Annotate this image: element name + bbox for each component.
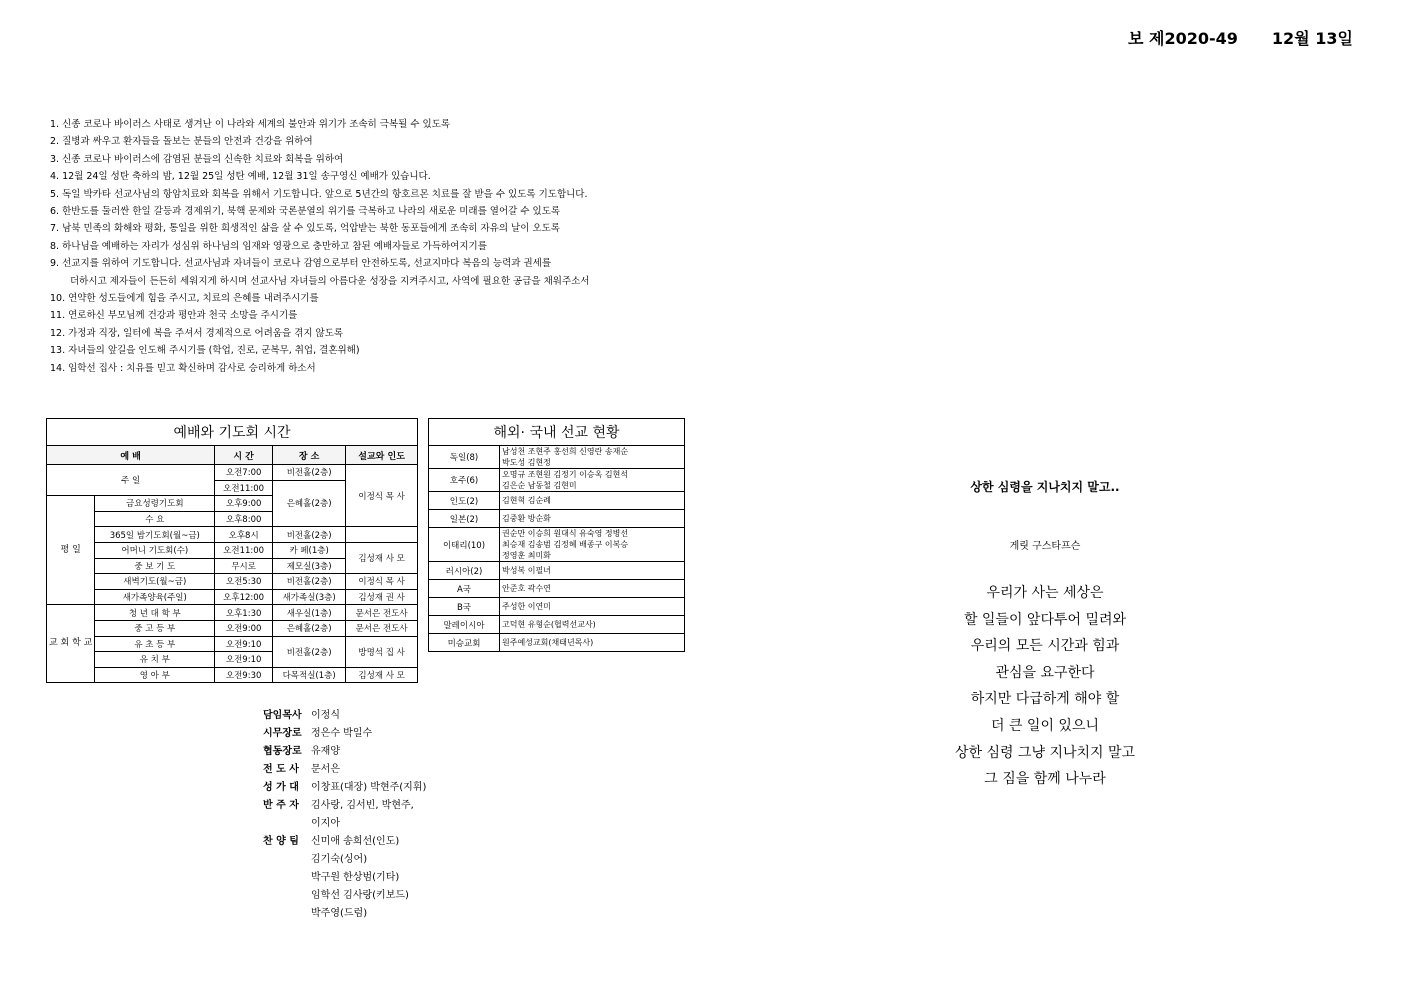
service-leader: 문서은 전도사 bbox=[346, 620, 418, 636]
mission-status-table bbox=[428, 418, 685, 652]
staff-row bbox=[263, 743, 426, 761]
prayer-item: 11. 연로하신 부모님께 건강과 평안과 천국 소망을 주시기를 bbox=[50, 310, 298, 322]
staff-role bbox=[263, 851, 311, 869]
table-row bbox=[47, 465, 418, 481]
table-row bbox=[47, 574, 418, 590]
service-time: 오전9:10 bbox=[215, 652, 273, 668]
prayer-item: 12. 가정과 직장, 일터에 복을 주셔서 경제적으로 어려움을 겪지 않도록 bbox=[50, 327, 344, 339]
bulletin-date: 12월 13일 bbox=[1271, 29, 1353, 48]
prayer-item: 13. 자녀들의 앞길을 인도해 주시기를 (학업, 진로, 군복무, 취업, 결혼위해) bbox=[50, 345, 360, 357]
table-row bbox=[47, 605, 418, 621]
staff-role: 찬 양 팀 bbox=[263, 836, 299, 847]
prayer-item: 10. 연약한 성도들에게 힘을 주시고, 치료의 은혜를 내려주시기를 bbox=[50, 293, 319, 305]
column-header: 시 간 bbox=[215, 446, 273, 465]
mission-country: 호주(6) bbox=[429, 469, 500, 492]
service-place: 비전홀(2층) bbox=[273, 465, 346, 481]
staff-names: 박주영(드럼) bbox=[311, 908, 368, 919]
service-place: 새가족실(3층) bbox=[273, 589, 346, 605]
service-name: 청 년 대 학 부 bbox=[95, 605, 215, 621]
staff-names: 정은수 박일수 bbox=[311, 728, 373, 739]
service-name: 유 치 부 bbox=[95, 652, 215, 668]
poem-section bbox=[880, 478, 1210, 793]
missionary-names: 정영훈 최미화 bbox=[502, 551, 551, 560]
table-row bbox=[47, 527, 418, 543]
staff-role bbox=[263, 869, 311, 887]
service-place: 비전홀(2층) bbox=[273, 574, 346, 590]
staff-row bbox=[263, 869, 426, 887]
poem-line: 그 짐을 함께 나누라 bbox=[984, 771, 1106, 788]
mission-country: 이태리(10) bbox=[429, 528, 500, 562]
prayer-item: 4. 12월 24일 성탄 축하의 밤, 12월 25일 성탄 예배, 12월 31일 송구영신 예배가 있습니다. bbox=[50, 171, 431, 183]
service-time: 오전9:10 bbox=[215, 636, 273, 652]
staff-row bbox=[263, 905, 426, 923]
poem-author: 게릿 구스타프슨 bbox=[1009, 541, 1081, 552]
mission-country: 일본(2) bbox=[429, 510, 500, 528]
missionary-names: 김현혁 김순례 bbox=[500, 492, 685, 510]
service-name: 영 아 부 bbox=[95, 667, 215, 683]
worship-schedule-table bbox=[46, 418, 418, 683]
staff-names: 이창표(대장) 박현주(지휘) bbox=[311, 782, 427, 793]
poem-line: 할 일들이 앞다투어 밀려와 bbox=[963, 611, 1127, 628]
prayer-item: 5. 독일 박카타 선교사님의 항암치료와 회복을 위해서 기도합니다. 앞으로 5년간의 항호르몬 치료를 잘 받을 수 있도록 기도합니다. bbox=[50, 188, 588, 200]
service-time: 무시로 bbox=[215, 558, 273, 574]
table-row bbox=[429, 492, 685, 510]
staff-row bbox=[263, 779, 426, 797]
service-place: 카 페(1층) bbox=[273, 542, 346, 558]
mission-country: 러시아(2) bbox=[429, 562, 500, 580]
staff-names: 이정식 bbox=[311, 710, 340, 721]
staff-role bbox=[263, 815, 311, 833]
missionary-names: 김중환 방순화 bbox=[500, 510, 685, 528]
missionary-names: 오명규 조현원 김정기 이승옥 김현석 bbox=[502, 470, 629, 479]
service-place: 은혜홀(2층) bbox=[273, 480, 346, 527]
service-place: 다목적실(1층) bbox=[273, 667, 346, 683]
missionary-names: 최승재 김송범 김정혜 배종구 이복승 bbox=[502, 540, 629, 549]
mission-country: 독일(8) bbox=[429, 446, 500, 469]
staff-row bbox=[263, 761, 426, 779]
service-leader: 문서은 전도사 bbox=[346, 605, 418, 621]
missionary-names: 원주예성교회(채태년목사) bbox=[500, 634, 685, 652]
prayer-item: 3. 신종 코로나 바이러스에 감염된 분들의 신속한 치료와 회복을 위하여 bbox=[50, 153, 344, 165]
staff-role: 담임목사 bbox=[263, 710, 302, 721]
service-name: 중 보 기 도 bbox=[95, 558, 215, 574]
missionary-names: 박성복 이필녀 bbox=[500, 562, 685, 580]
staff-names: 이지아 bbox=[311, 818, 340, 829]
service-name: 유 초 등 부 bbox=[95, 636, 215, 652]
staff-row bbox=[263, 707, 426, 725]
staff-row bbox=[263, 833, 426, 851]
service-time: 오후1:30 bbox=[215, 605, 273, 621]
table-row bbox=[429, 580, 685, 598]
mission-country: 미승교회 bbox=[429, 634, 500, 652]
prayer-item: 14. 임학선 집사 : 치유를 믿고 확신하며 감사로 승리하게 하소서 bbox=[50, 362, 316, 374]
weekday-label: 평 일 bbox=[47, 496, 95, 605]
service-time: 오전9:30 bbox=[215, 667, 273, 683]
missionary-names: 권순만 이승희 원대식 유숙영 정병선 bbox=[502, 529, 629, 538]
table-row bbox=[47, 620, 418, 636]
missionary-names: 남성천 조현주 홍선희 신영란 송재순 bbox=[502, 447, 629, 456]
prayer-item: 7. 남북 민족의 화해와 평화, 통일을 위한 희생적인 삶을 살 수 있도록, 억압받는 북한 동포들에게 조속히 자유의 날이 오도록 bbox=[50, 223, 560, 235]
staff-names: 김기숙(싱어) bbox=[311, 854, 368, 865]
staff-role: 전 도 사 bbox=[263, 764, 299, 775]
staff-names: 신미애 송희선(인도) bbox=[311, 836, 400, 847]
staff-role bbox=[263, 887, 311, 905]
mission-country: A국 bbox=[429, 580, 500, 598]
staff-role: 시무장로 bbox=[263, 728, 302, 739]
table-row bbox=[429, 510, 685, 528]
issue-number: 보 제2020-49 bbox=[1128, 29, 1238, 48]
service-time: 오전5:30 bbox=[215, 574, 273, 590]
mission-country: B국 bbox=[429, 598, 500, 616]
column-header: 설교와 인도 bbox=[346, 446, 418, 465]
table-row bbox=[47, 636, 418, 652]
column-header: 장 소 bbox=[273, 446, 346, 465]
service-time: 오전11:00 bbox=[215, 480, 273, 496]
staff-names: 임학선 김사랑(키보드) bbox=[311, 890, 409, 901]
service-name: 새가족양육(주일) bbox=[95, 589, 215, 605]
column-header: 예 배 bbox=[47, 446, 215, 465]
missionary-names: 주성한 이연미 bbox=[500, 598, 685, 616]
mission-country: 인도(2) bbox=[429, 492, 500, 510]
missionary-names: 박도성 김현정 bbox=[502, 458, 551, 467]
staff-role: 성 가 대 bbox=[263, 782, 299, 793]
service-name: 수 요 bbox=[95, 511, 215, 527]
table-row bbox=[429, 598, 685, 616]
staff-names: 박구원 한상범(기타) bbox=[311, 872, 400, 883]
church-school-label: 교 회 학 교 bbox=[47, 605, 95, 683]
poem-line: 우리의 모든 시간과 힘과 bbox=[970, 638, 1120, 655]
service-name: 중 고 등 부 bbox=[95, 620, 215, 636]
service-leader: 방명석 집 사 bbox=[346, 636, 418, 667]
table-row bbox=[429, 469, 685, 492]
missionary-names: 김은순 남동철 김현미 bbox=[502, 481, 577, 490]
service-leader: 김성재 사 모 bbox=[346, 667, 418, 683]
service-time: 오후8시 bbox=[215, 527, 273, 543]
table-row bbox=[47, 542, 418, 558]
poem-title: 상한 심령을 지나치지 말고.. bbox=[970, 480, 1120, 494]
poem-body bbox=[880, 580, 1210, 793]
table-row bbox=[429, 562, 685, 580]
service-time: 오후9:00 bbox=[215, 496, 273, 512]
staff-names: 문서은 bbox=[311, 764, 340, 775]
table-row bbox=[47, 589, 418, 605]
service-leader: 김성재 권 사 bbox=[346, 589, 418, 605]
missionary-names: 안준호 곽수연 bbox=[500, 580, 685, 598]
service-time: 오후12:00 bbox=[215, 589, 273, 605]
staff-row bbox=[263, 797, 426, 815]
staff-row bbox=[263, 815, 426, 833]
staff-role: 협동장로 bbox=[263, 746, 302, 757]
prayer-item: 2. 질병과 싸우고 환자들을 돌보는 분들의 안전과 건강을 위하여 bbox=[50, 136, 313, 148]
mission-country: 말레이시아 bbox=[429, 616, 500, 634]
prayer-item: 6. 한반도를 둘러싼 한일 갈등과 경제위기, 북핵 문제와 국론분열의 위기를 극복하고 나라의 새로운 미래를 열어갈 수 있도록 bbox=[50, 206, 561, 218]
table-row bbox=[429, 528, 685, 562]
prayer-item: 8. 하나님을 예배하는 자리가 성심위 하나님의 임재와 영광으로 충만하고 참된 예배자들로 가득하여지기를 bbox=[50, 240, 487, 252]
staff-names: 유재양 bbox=[311, 746, 340, 757]
staff-role bbox=[263, 905, 311, 923]
service-place: 제모실(3층) bbox=[273, 558, 346, 574]
staff-names: 김사랑, 김서빈, 박현주, bbox=[311, 800, 414, 811]
table-row bbox=[47, 667, 418, 683]
poem-line: 우리가 사는 세상은 bbox=[986, 585, 1104, 601]
prayer-item-9 bbox=[50, 255, 589, 290]
service-time: 오후8:00 bbox=[215, 511, 273, 527]
staff-row bbox=[263, 725, 426, 743]
service-time: 오전11:00 bbox=[215, 542, 273, 558]
staff-role: 반 주 자 bbox=[263, 800, 299, 811]
service-name: 어머니 기도회(수) bbox=[95, 542, 215, 558]
service-leader bbox=[346, 527, 418, 543]
church-staff-list bbox=[263, 707, 426, 923]
prayer-list bbox=[50, 116, 589, 377]
prayer-item-continuation: 더하시고 제자들이 든든히 세워지게 하시며 선교사님 자녀들의 아름다운 성장을 지켜주시고, 사역에 필요한 공급을 채워주소서 bbox=[70, 275, 590, 287]
poem-line: 하지만 다급하게 해야 할 bbox=[970, 691, 1120, 708]
service-name: 새벽기도(월~금) bbox=[95, 574, 215, 590]
poem-line: 상한 심령 그냥 지나치지 말고 bbox=[954, 744, 1136, 761]
poem-line: 관심을 요구한다 bbox=[995, 664, 1095, 681]
service-place: 은혜홀(2층) bbox=[273, 620, 346, 636]
missionary-names: 고덕현 유형순(협력선교사) bbox=[500, 616, 685, 634]
service-leader: 이정식 목 사 bbox=[346, 574, 418, 590]
service-name: 금요성령기도회 bbox=[95, 496, 215, 512]
service-place: 새우실(1층) bbox=[273, 605, 346, 621]
table-row bbox=[429, 446, 685, 469]
service-place: 비전홀(2층) bbox=[273, 636, 346, 667]
mission-table-title: 해외· 국내 선교 현황 bbox=[429, 419, 685, 446]
poem-line: 더 큰 일이 있으니 bbox=[990, 717, 1100, 734]
service-leader: 김성재 사 모 bbox=[346, 542, 418, 573]
service-name: 주 일 bbox=[47, 465, 215, 496]
prayer-item: 1. 신종 코로나 바이러스 사태로 생겨난 이 나라와 세계의 불안과 위기가 조속히 극복될 수 있도록 bbox=[50, 119, 451, 130]
bulletin-header bbox=[1128, 26, 1353, 49]
table-row bbox=[429, 634, 685, 652]
worship-table-title: 예배와 기도회 시간 bbox=[47, 419, 418, 446]
prayer-item-text: 9. 선교지를 위하여 기도합니다. 선교사님과 자녀들이 코로나 감염으로부터 안전하도록, 선교지마다 복음의 능력과 권세를 bbox=[50, 258, 552, 270]
service-time: 오전9:00 bbox=[215, 620, 273, 636]
table-row bbox=[429, 616, 685, 634]
service-time: 오전7:00 bbox=[215, 465, 273, 481]
service-place: 비전홀(2층) bbox=[273, 527, 346, 543]
staff-row bbox=[263, 851, 426, 869]
service-name: 365일 밤기도회(월~금) bbox=[95, 527, 215, 543]
service-leader: 이정식 목 사 bbox=[346, 465, 418, 527]
staff-row bbox=[263, 887, 426, 905]
